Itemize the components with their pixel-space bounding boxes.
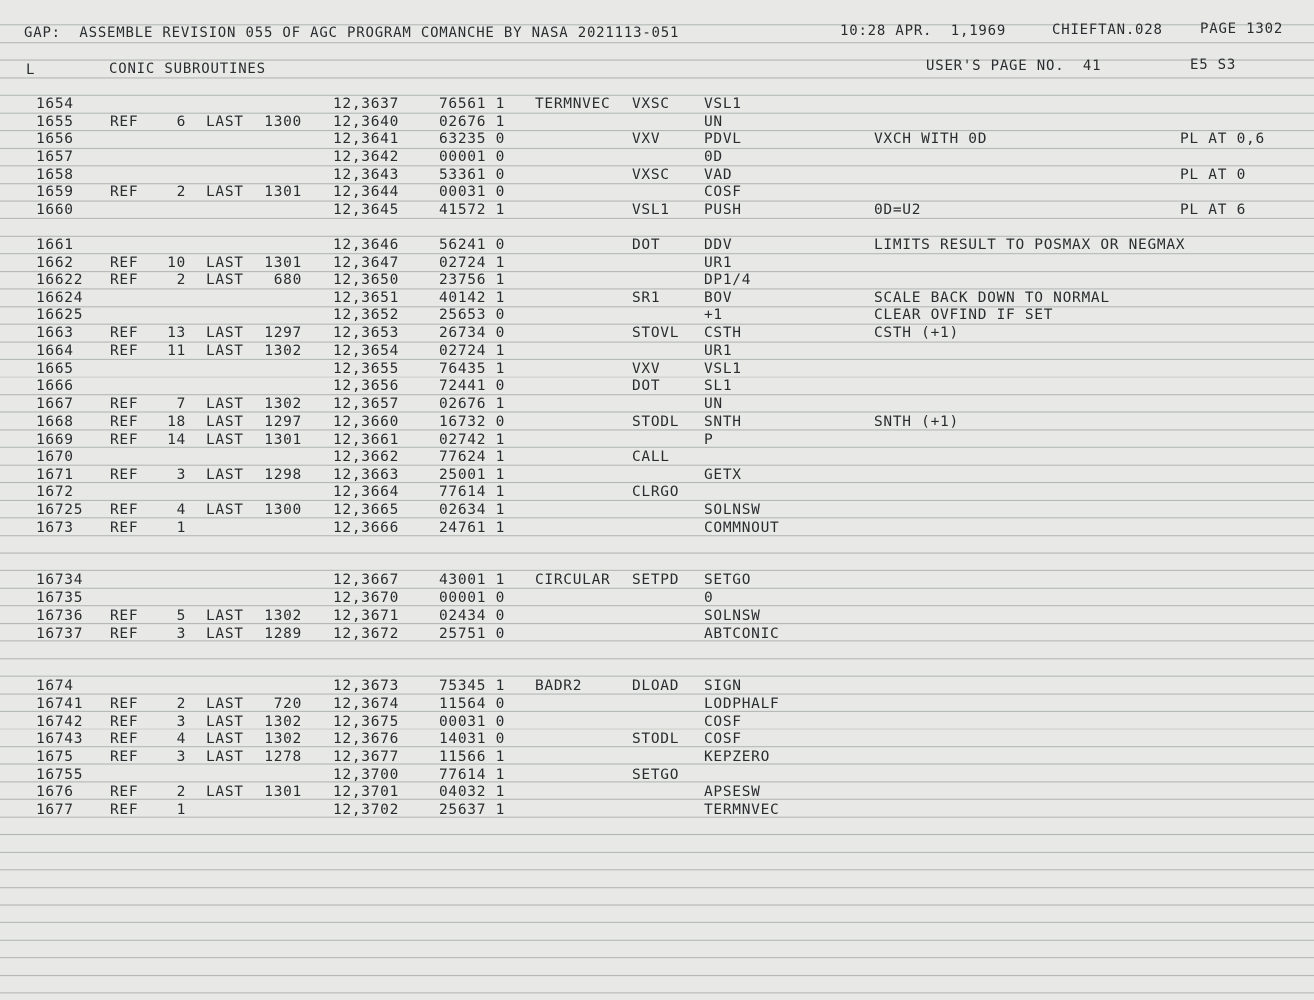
cell-line: 16743 xyxy=(36,731,84,747)
cell-line: 1658 xyxy=(36,167,74,183)
listing-row xyxy=(0,343,1314,361)
listing-row xyxy=(0,449,1314,467)
cell-operand: 0 xyxy=(704,590,714,606)
cell-word: 00031 0 xyxy=(439,714,506,730)
cell-word: 02676 1 xyxy=(439,114,506,130)
cell-comment: CLEAR OVFIND IF SET xyxy=(874,307,1054,323)
cell-operand: UN xyxy=(704,114,723,130)
cell-word: 24761 1 xyxy=(439,520,506,536)
cell-line: 1659 xyxy=(36,184,74,200)
cell-word: 72441 0 xyxy=(439,378,506,394)
cell-ref: REF xyxy=(110,272,139,288)
cell-last: LAST xyxy=(206,731,244,747)
listing-row xyxy=(0,167,1314,185)
cell-operand: P xyxy=(704,432,714,448)
cell-n: 1 xyxy=(176,802,186,818)
user-page-number: USER'S PAGE NO. 41 xyxy=(926,58,1102,74)
cell-ref: REF xyxy=(110,784,139,800)
listing-row xyxy=(0,626,1314,644)
cell-last: LAST xyxy=(206,749,244,765)
cell-operand: SIGN xyxy=(704,678,742,694)
cell-addr: 12,3641 xyxy=(333,131,400,147)
cell-comment: SNTH (+1) xyxy=(874,414,959,430)
cell-n: 4 xyxy=(176,731,186,747)
listing-row xyxy=(0,272,1314,290)
cell-line: 1663 xyxy=(36,325,74,341)
cell-addr: 12,3651 xyxy=(333,290,400,306)
cell-line: 1667 xyxy=(36,396,74,412)
listing-row xyxy=(0,590,1314,608)
cell-line: 16725 xyxy=(36,502,84,518)
cell-line: 16736 xyxy=(36,608,84,624)
cell-n: 11 xyxy=(167,343,186,359)
cell-last: LAST xyxy=(206,184,244,200)
cell-ref: REF xyxy=(110,114,139,130)
cell-line: 1669 xyxy=(36,432,74,448)
cell-addr: 12,3677 xyxy=(333,749,400,765)
cell-line: 16741 xyxy=(36,696,84,712)
cell-line: 1661 xyxy=(36,237,74,253)
cell-last: LAST xyxy=(206,696,244,712)
cell-addr: 12,3675 xyxy=(333,714,400,730)
cell-line: 16624 xyxy=(36,290,84,306)
cell-comment: SCALE BACK DOWN TO NORMAL xyxy=(874,290,1110,306)
cell-label: BADR2 xyxy=(535,678,583,694)
cell-right: PL AT 0 xyxy=(1180,167,1247,183)
cell-addr: 12,3702 xyxy=(333,802,400,818)
cell-lastn: 1301 xyxy=(264,432,302,448)
listing-row xyxy=(0,696,1314,714)
cell-n: 14 xyxy=(167,432,186,448)
cell-word: 77614 1 xyxy=(439,484,506,500)
listing-row xyxy=(0,307,1314,325)
listing-row xyxy=(0,149,1314,167)
cell-word: 02634 1 xyxy=(439,502,506,518)
cell-op: DLOAD xyxy=(632,678,680,694)
cell-ref: REF xyxy=(110,325,139,341)
cell-addr: 12,3661 xyxy=(333,432,400,448)
cell-addr: 12,3640 xyxy=(333,114,400,130)
cell-op: VXV xyxy=(632,131,661,147)
cell-comment: LIMITS RESULT TO POSMAX OR NEGMAX xyxy=(874,237,1186,253)
cell-word: 11566 1 xyxy=(439,749,506,765)
cell-ref: REF xyxy=(110,255,139,271)
cell-line: 1675 xyxy=(36,749,74,765)
cell-ref: REF xyxy=(110,184,139,200)
cell-last: LAST xyxy=(206,626,244,642)
cell-line: 1662 xyxy=(36,255,74,271)
cell-word: 56241 0 xyxy=(439,237,506,253)
cell-op: DOT xyxy=(632,237,661,253)
cell-n: 2 xyxy=(176,272,186,288)
listing-row xyxy=(0,237,1314,255)
cell-line: 1670 xyxy=(36,449,74,465)
cell-ref: REF xyxy=(110,714,139,730)
cell-op: VXSC xyxy=(632,96,670,112)
cell-word: 25751 0 xyxy=(439,626,506,642)
listing-row xyxy=(0,432,1314,450)
cell-ref: REF xyxy=(110,749,139,765)
listing-row xyxy=(0,784,1314,802)
cell-operand: LODPHALF xyxy=(704,696,780,712)
cell-line: 1657 xyxy=(36,149,74,165)
cell-lastn: 1297 xyxy=(264,414,302,430)
listing-row xyxy=(0,802,1314,820)
listing-row xyxy=(0,484,1314,502)
cell-word: 77614 1 xyxy=(439,767,506,783)
listing-row xyxy=(0,467,1314,485)
cell-ref: REF xyxy=(110,731,139,747)
cell-word: 02742 1 xyxy=(439,432,506,448)
cell-op: SETPD xyxy=(632,572,680,588)
cell-op: CALL xyxy=(632,449,670,465)
cell-word: 00031 0 xyxy=(439,184,506,200)
cell-line: 1656 xyxy=(36,131,74,147)
header-page: PAGE 1302 xyxy=(1200,21,1284,37)
cell-operand: COSF xyxy=(704,731,742,747)
cell-addr: 12,3671 xyxy=(333,608,400,624)
cell-line: 1666 xyxy=(36,378,74,394)
cell-operand: UR1 xyxy=(704,255,733,271)
cell-op: SR1 xyxy=(632,290,661,306)
cell-last: LAST xyxy=(206,714,244,730)
cell-operand: VAD xyxy=(704,167,733,183)
cell-addr: 12,3643 xyxy=(333,167,400,183)
cell-line: 1665 xyxy=(36,361,74,377)
cell-operand: COSF xyxy=(704,184,742,200)
cell-addr: 12,3637 xyxy=(333,96,400,112)
cell-operand: COMMNOUT xyxy=(704,520,780,536)
cell-line: 1655 xyxy=(36,114,74,130)
cell-comment: CSTH (+1) xyxy=(874,325,959,341)
cell-lastn: 1300 xyxy=(264,502,302,518)
cell-line: 16755 xyxy=(36,767,84,783)
cell-addr: 12,3673 xyxy=(333,678,400,694)
cell-op: SETGO xyxy=(632,767,680,783)
cell-operand: SOLNSW xyxy=(704,502,761,518)
cell-operand: COSF xyxy=(704,714,742,730)
header-code: E5 S3 xyxy=(1190,57,1237,73)
cell-op: VXSC xyxy=(632,167,670,183)
cell-last: LAST xyxy=(206,414,244,430)
cell-op: CLRGO xyxy=(632,484,680,500)
listing-row xyxy=(0,714,1314,732)
cell-word: 53361 0 xyxy=(439,167,506,183)
cell-op: STODL xyxy=(632,731,680,747)
cell-operand: CSTH xyxy=(704,325,742,341)
cell-last: LAST xyxy=(206,608,244,624)
cell-word: 00001 0 xyxy=(439,149,506,165)
cell-word: 25637 1 xyxy=(439,802,506,818)
cell-op: STOVL xyxy=(632,325,680,341)
cell-comment: VXCH WITH 0D xyxy=(874,131,988,147)
cell-addr: 12,3667 xyxy=(333,572,400,588)
cell-addr: 12,3642 xyxy=(333,149,400,165)
cell-last: LAST xyxy=(206,467,244,483)
cell-ref: REF xyxy=(110,696,139,712)
cell-n: 5 xyxy=(176,608,186,624)
cell-line: 16622 xyxy=(36,272,84,288)
cell-last: LAST xyxy=(206,784,244,800)
cell-addr: 12,3656 xyxy=(333,378,400,394)
listing-row xyxy=(0,414,1314,432)
listing-row xyxy=(0,767,1314,785)
cell-addr: 12,3670 xyxy=(333,590,400,606)
cell-word: 26734 0 xyxy=(439,325,506,341)
cell-word: 14031 0 xyxy=(439,731,506,747)
cell-addr: 12,3660 xyxy=(333,414,400,430)
cell-operand: +1 xyxy=(704,307,723,323)
cell-n: 2 xyxy=(176,696,186,712)
cell-operand: SETGO xyxy=(704,572,752,588)
listing-row xyxy=(0,202,1314,220)
cell-operand: SNTH xyxy=(704,414,742,430)
cell-word: 25653 0 xyxy=(439,307,506,323)
cell-line: 16735 xyxy=(36,590,84,606)
cell-ref: REF xyxy=(110,502,139,518)
listing-row xyxy=(0,520,1314,538)
cell-ref: REF xyxy=(110,608,139,624)
cell-op: VXV xyxy=(632,361,661,377)
listing-row xyxy=(0,502,1314,520)
cell-right: PL AT 6 xyxy=(1180,202,1247,218)
cell-word: 11564 0 xyxy=(439,696,506,712)
cell-addr: 12,3645 xyxy=(333,202,400,218)
cell-line: 1664 xyxy=(36,343,74,359)
cell-line: 16742 xyxy=(36,714,84,730)
cell-operand: SL1 xyxy=(704,378,733,394)
listing-row xyxy=(0,396,1314,414)
cell-addr: 12,3672 xyxy=(333,626,400,642)
cell-addr: 12,3700 xyxy=(333,767,400,783)
cell-line: 1654 xyxy=(36,96,74,112)
cell-operand: DDV xyxy=(704,237,733,253)
cell-operand: APSESW xyxy=(704,784,761,800)
cell-label: CIRCULAR xyxy=(535,572,611,588)
cell-word: 23756 1 xyxy=(439,272,506,288)
cell-operand: GETX xyxy=(704,467,742,483)
cell-n: 10 xyxy=(167,255,186,271)
cell-operand: SOLNSW xyxy=(704,608,761,624)
cell-word: 02676 1 xyxy=(439,396,506,412)
cell-word: 25001 1 xyxy=(439,467,506,483)
cell-ref: REF xyxy=(110,396,139,412)
cell-n: 2 xyxy=(176,784,186,800)
cell-lastn: 680 xyxy=(273,272,302,288)
cell-ref: REF xyxy=(110,802,139,818)
cell-n: 6 xyxy=(176,114,186,130)
cell-operand: PDVL xyxy=(704,131,742,147)
cell-lastn: 1302 xyxy=(264,343,302,359)
listing-row xyxy=(0,290,1314,308)
listing-row xyxy=(0,678,1314,696)
cell-addr: 12,3665 xyxy=(333,502,400,518)
cell-operand: VSL1 xyxy=(704,361,742,377)
cell-last: LAST xyxy=(206,255,244,271)
cell-word: 02724 1 xyxy=(439,343,506,359)
cell-word: 00001 0 xyxy=(439,590,506,606)
cell-word: 77624 1 xyxy=(439,449,506,465)
cell-operand: KEPZERO xyxy=(704,749,771,765)
cell-last: LAST xyxy=(206,272,244,288)
cell-operand: UN xyxy=(704,396,723,412)
listing-row xyxy=(0,361,1314,379)
cell-word: 02724 1 xyxy=(439,255,506,271)
cell-comment: 0D=U2 xyxy=(874,202,922,218)
cell-addr: 12,3653 xyxy=(333,325,400,341)
listing-row xyxy=(0,378,1314,396)
cell-ref: REF xyxy=(110,432,139,448)
cell-addr: 12,3650 xyxy=(333,272,400,288)
cell-word: 63235 0 xyxy=(439,131,506,147)
cell-lastn: 1302 xyxy=(264,396,302,412)
cell-op: STODL xyxy=(632,414,680,430)
header-col-l: L xyxy=(26,62,36,78)
cell-n: 18 xyxy=(167,414,186,430)
listing-row xyxy=(0,731,1314,749)
cell-lastn: 1298 xyxy=(264,467,302,483)
cell-addr: 12,3644 xyxy=(333,184,400,200)
section-title: CONIC SUBROUTINES xyxy=(109,61,266,77)
cell-operand: UR1 xyxy=(704,343,733,359)
cell-lastn: 1289 xyxy=(264,626,302,642)
cell-lastn: 1301 xyxy=(264,184,302,200)
cell-ref: REF xyxy=(110,626,139,642)
cell-lastn: 1297 xyxy=(264,325,302,341)
listing-row xyxy=(0,255,1314,273)
cell-addr: 12,3666 xyxy=(333,520,400,536)
cell-line: 1673 xyxy=(36,520,74,536)
listing-row xyxy=(0,325,1314,343)
cell-op: DOT xyxy=(632,378,661,394)
cell-n: 4 xyxy=(176,502,186,518)
listing-row xyxy=(0,131,1314,149)
cell-line: 16737 xyxy=(36,626,84,642)
cell-last: LAST xyxy=(206,432,244,448)
cell-addr: 12,3657 xyxy=(333,396,400,412)
cell-lastn: 1302 xyxy=(264,714,302,730)
header-title: GAP: ASSEMBLE REVISION 055 OF AGC PROGRAM COMANCHE BY NASA 2021113-051 xyxy=(24,25,680,41)
cell-addr: 12,3654 xyxy=(333,343,400,359)
cell-lastn: 1302 xyxy=(264,608,302,624)
cell-lastn: 1301 xyxy=(264,255,302,271)
cell-last: LAST xyxy=(206,396,244,412)
listing-row xyxy=(0,114,1314,132)
cell-addr: 12,3663 xyxy=(333,467,400,483)
cell-word: 43001 1 xyxy=(439,572,506,588)
cell-ref: REF xyxy=(110,520,139,536)
cell-addr: 12,3655 xyxy=(333,361,400,377)
cell-line: 16734 xyxy=(36,572,84,588)
cell-line: 1668 xyxy=(36,414,74,430)
cell-operand: DP1/4 xyxy=(704,272,752,288)
cell-addr: 12,3664 xyxy=(333,484,400,500)
header-job: CHIEFTAN.028 xyxy=(1052,22,1163,38)
cell-addr: 12,3646 xyxy=(333,237,400,253)
cell-word: 04032 1 xyxy=(439,784,506,800)
cell-addr: 12,3652 xyxy=(333,307,400,323)
cell-lastn: 1300 xyxy=(264,114,302,130)
cell-operand: VSL1 xyxy=(704,96,742,112)
cell-addr: 12,3674 xyxy=(333,696,400,712)
cell-addr: 12,3701 xyxy=(333,784,400,800)
cell-addr: 12,3647 xyxy=(333,255,400,271)
cell-addr: 12,3676 xyxy=(333,731,400,747)
cell-n: 1 xyxy=(176,520,186,536)
listing-row xyxy=(0,608,1314,626)
cell-word: 16732 0 xyxy=(439,414,506,430)
cell-lastn: 1278 xyxy=(264,749,302,765)
listing-row xyxy=(0,96,1314,114)
cell-word: 76561 1 xyxy=(439,96,506,112)
cell-n: 13 xyxy=(167,325,186,341)
cell-lastn: 1301 xyxy=(264,784,302,800)
listing-row xyxy=(0,572,1314,590)
cell-ref: REF xyxy=(110,414,139,430)
cell-line: 16625 xyxy=(36,307,84,323)
cell-line: 1660 xyxy=(36,202,74,218)
cell-line: 1676 xyxy=(36,784,74,800)
cell-word: 76435 1 xyxy=(439,361,506,377)
cell-lastn: 720 xyxy=(273,696,302,712)
cell-label: TERMNVEC xyxy=(535,96,611,112)
cell-line: 1674 xyxy=(36,678,74,694)
listing-row xyxy=(0,184,1314,202)
cell-word: 41572 1 xyxy=(439,202,506,218)
cell-line: 1677 xyxy=(36,802,74,818)
cell-line: 1672 xyxy=(36,484,74,500)
cell-ref: REF xyxy=(110,467,139,483)
header-time: 10:28 APR. 1,1969 xyxy=(840,23,1007,39)
cell-last: LAST xyxy=(206,114,244,130)
cell-n: 3 xyxy=(176,749,186,765)
listing-row xyxy=(0,749,1314,767)
cell-ref: REF xyxy=(110,343,139,359)
cell-line: 1671 xyxy=(36,467,74,483)
cell-operand: BOV xyxy=(704,290,733,306)
cell-word: 75345 1 xyxy=(439,678,506,694)
cell-n: 2 xyxy=(176,184,186,200)
cell-operand: ABTCONIC xyxy=(704,626,780,642)
cell-last: LAST xyxy=(206,325,244,341)
cell-word: 02434 0 xyxy=(439,608,506,624)
cell-right: PL AT 0,6 xyxy=(1180,131,1265,147)
cell-addr: 12,3662 xyxy=(333,449,400,465)
cell-operand: TERMNVEC xyxy=(704,802,780,818)
cell-n: 3 xyxy=(176,467,186,483)
cell-operand: 0D xyxy=(704,149,723,165)
cell-last: LAST xyxy=(206,343,244,359)
cell-last: LAST xyxy=(206,502,244,518)
cell-word: 40142 1 xyxy=(439,290,506,306)
cell-operand: PUSH xyxy=(704,202,742,218)
cell-n: 3 xyxy=(176,714,186,730)
cell-n: 3 xyxy=(176,626,186,642)
cell-op: VSL1 xyxy=(632,202,670,218)
cell-lastn: 1302 xyxy=(264,731,302,747)
cell-n: 7 xyxy=(176,396,186,412)
